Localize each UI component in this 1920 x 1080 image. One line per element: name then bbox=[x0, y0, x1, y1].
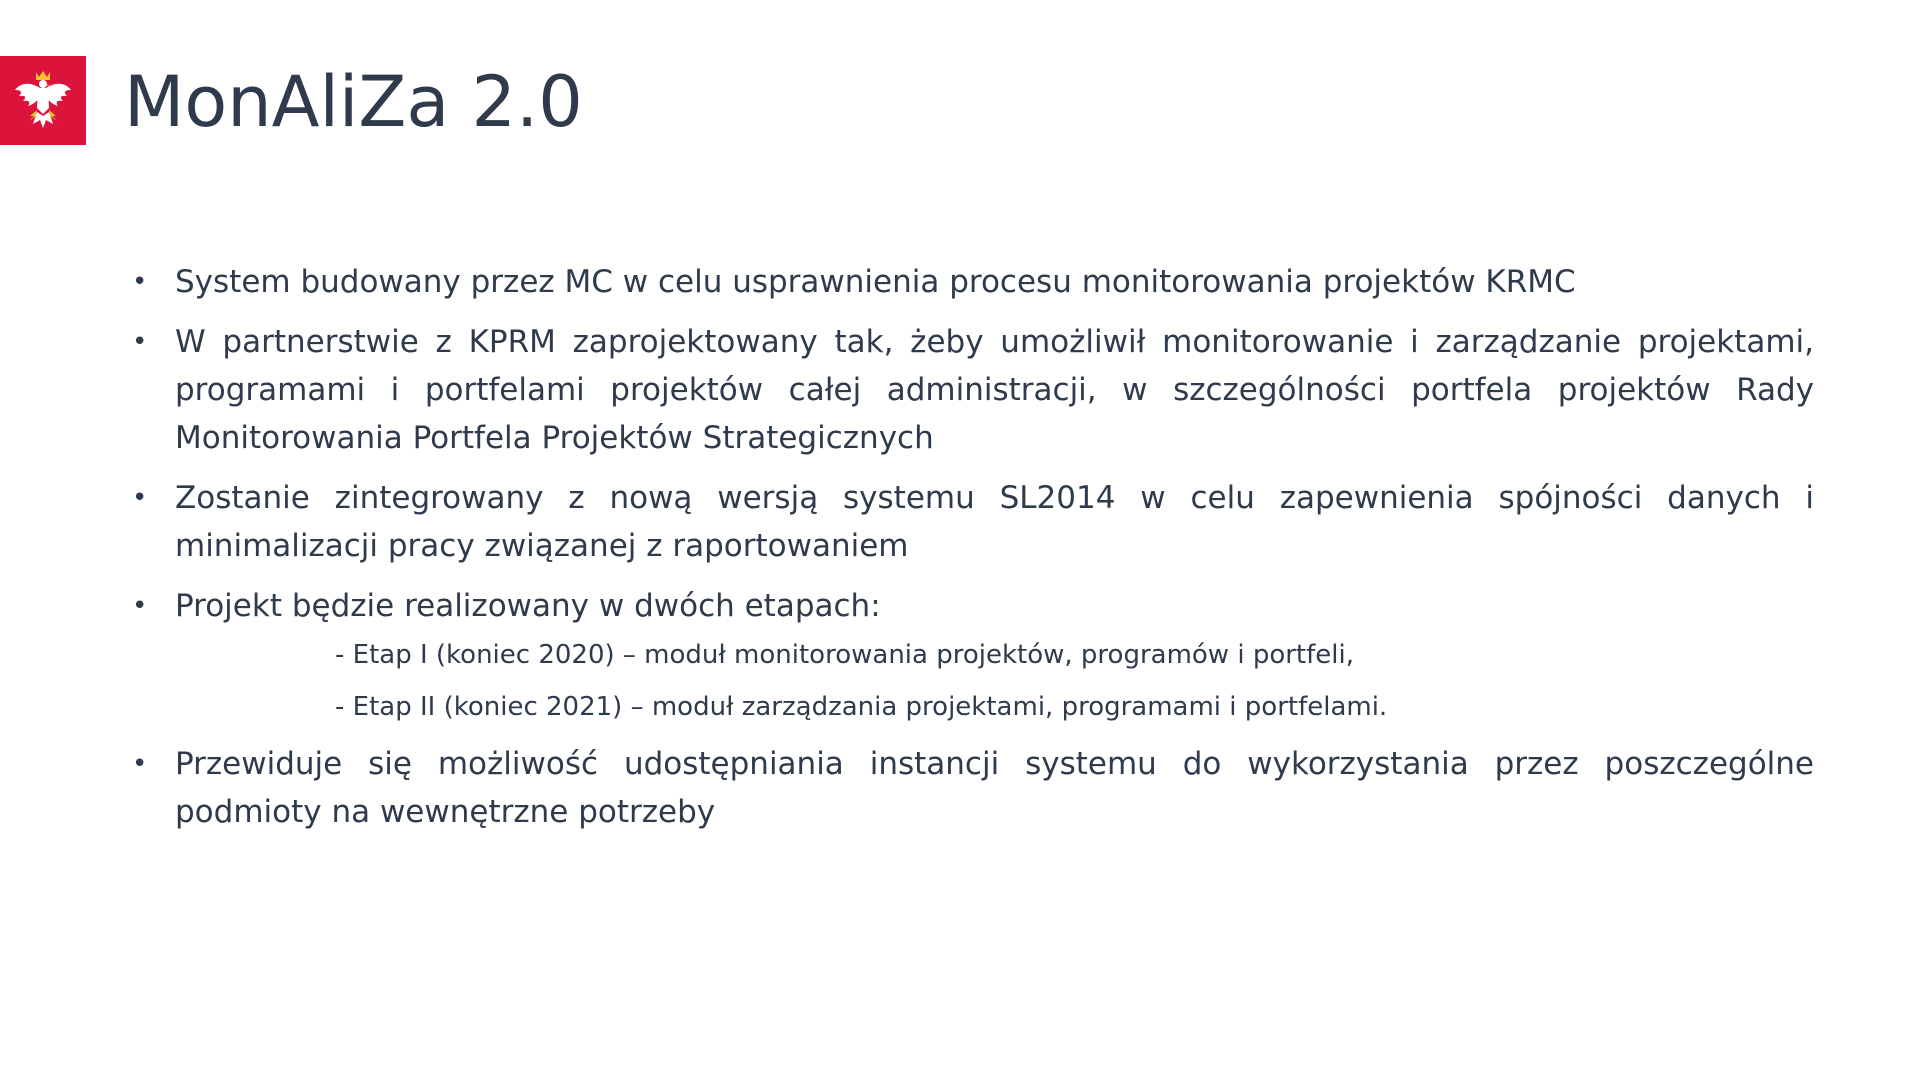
slide-content bbox=[124, 258, 1814, 848]
bullet-text: System budowany przez MC w celu usprawnienia procesu monitorowania projektów KRMC bbox=[175, 264, 1576, 300]
sub-item-list bbox=[175, 636, 1814, 726]
slide-title: MonAliZa 2.0 bbox=[124, 61, 583, 143]
polish-eagle-emblem-icon bbox=[13, 68, 73, 134]
bullet-list bbox=[124, 258, 1814, 836]
bullet-item bbox=[124, 318, 1814, 462]
bullet-marker: • bbox=[132, 749, 148, 779]
sub-item: - Etap I (koniec 2020) – moduł monitorowania projektów, programów i portfeli, bbox=[335, 640, 1354, 670]
bullet-item bbox=[124, 258, 1814, 306]
emblem-logo bbox=[0, 56, 86, 145]
bullet-item bbox=[124, 740, 1814, 836]
bullet-text: Projekt będzie realizowany w dwóch etapach: bbox=[175, 588, 881, 624]
bullet-item bbox=[124, 474, 1814, 570]
bullet-item bbox=[124, 582, 1814, 726]
bullet-text: W partnerstwie z KPRM zaprojektowany tak, żeby umożliwił monitorowanie i zarządzanie projektami, programami i portfelami projektów całej administracji, w szczególności portfela projektów Rady Monitorowania Portfela Projektów Strategicznych bbox=[175, 324, 1814, 456]
bullet-marker: • bbox=[132, 267, 148, 297]
bullet-text: Zostanie zintegrowany z nową wersją systemu SL2014 w celu zapewnienia spójności danych i minimalizacji pracy związanej z raportowaniem bbox=[175, 480, 1814, 564]
bullet-marker: • bbox=[132, 483, 148, 513]
sub-item: - Etap II (koniec 2021) – moduł zarządzania projektami, programami i portfelami. bbox=[335, 692, 1388, 722]
bullet-marker: • bbox=[132, 591, 148, 621]
bullet-marker: • bbox=[132, 327, 148, 357]
bullet-text: Przewiduje się możliwość udostępniania instancji systemu do wykorzystania przez poszczególne podmioty na wewnętrzne potrzeby bbox=[175, 746, 1814, 830]
